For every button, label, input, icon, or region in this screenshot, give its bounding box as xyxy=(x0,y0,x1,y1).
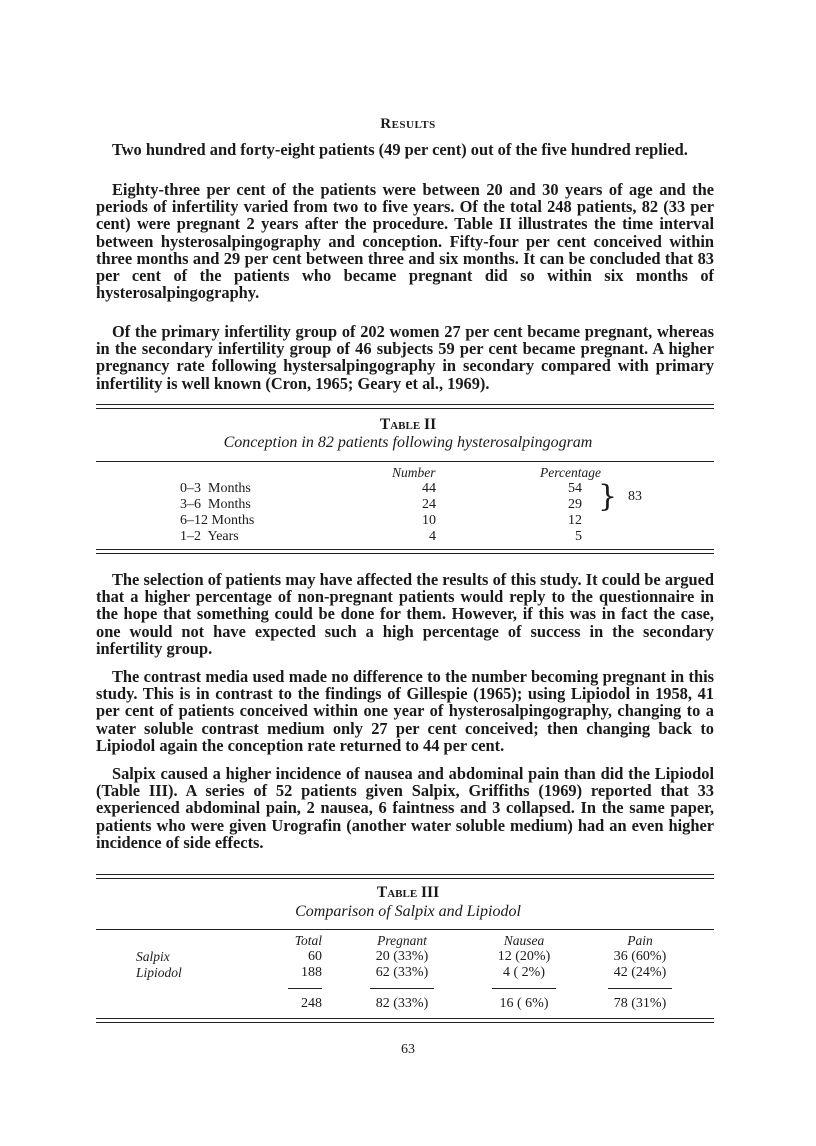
table3-row-total: 60 xyxy=(308,949,322,964)
table2-row-number: 10 xyxy=(422,513,436,528)
table3-bottom-rule-1 xyxy=(96,1018,714,1019)
table3-title: Comparison of Salpix and Lipiodol xyxy=(295,903,521,920)
table2-row-period: 6–12 Months xyxy=(180,513,255,528)
table3-total-pain: 78 (31%) xyxy=(613,996,667,1011)
table2-title: Conception in 82 patients following hysterosalpingogram xyxy=(223,434,593,451)
table2-row-period: 3–6 Months xyxy=(180,497,251,512)
paragraph-3: Of the primary infertility group of 202 women 27 per cent became pregnant, whereas in the secondary infertility group of 46 subjects 59 per cent became pregnant. A higher pregnancy rate following hystersalpingography in secondary compared with primary infertility is well known (Cron, 1965; Geary et al., 1969). xyxy=(96,322,714,393)
table2-row-percentage: 12 xyxy=(568,513,582,528)
table3-sum-rule-nausea xyxy=(492,988,556,989)
table3-row-total: 188 xyxy=(301,965,322,980)
table2-col-number: Number xyxy=(392,465,436,480)
table2-brace-total: 83 xyxy=(628,489,642,504)
table2-row-period: 1–2 Years xyxy=(180,529,239,544)
table3-col-total: Total xyxy=(294,933,322,948)
table3-col-nausea: Nausea xyxy=(503,933,545,948)
table3-total-total: 248 xyxy=(301,996,322,1011)
paragraph-2: Eighty-three per cent of the patients were between 20 and 30 years of age and the periods of infertility varied from two to five years. Of the total 248 patients, 82 (33 per cent) were pregnant 2 years after the procedure. Table II illustrates the time interval between hysterosalpingography and conception. Fifty-four per cent conceived within three months and 29 per cent between three and six months. It can be concluded that 83 per cent of the patients who became pregnant did so within six months of hysterosalpingography. xyxy=(96,180,714,303)
page-number: 63 xyxy=(401,1042,415,1057)
table3-row-nausea: 4 ( 2%) xyxy=(503,965,545,980)
table2-top-rule-2 xyxy=(96,408,714,409)
table3-label: Table III xyxy=(376,884,440,901)
table3-header-rule xyxy=(96,929,714,930)
table3-sum-rule-pregnant xyxy=(370,988,434,989)
table3-col-pain: Pain xyxy=(627,933,653,948)
table2-row-period: 0–3 Months xyxy=(180,481,251,496)
table3-row-pain: 42 (24%) xyxy=(613,965,667,980)
table3-row-name: Salpix xyxy=(136,949,170,964)
paragraph-1: Two hundred and forty-eight patients (49 per cent) out of the five hundred replied. xyxy=(112,140,688,159)
paragraph-4: The selection of patients may have affected the results of this study. It could be argued that a higher percentage of non-pregnant patients would reply to the questionnaire in the hope that something could be done for them. However, if this was in fact the case, one would not have expected such a high percentage of success in the secondary infertility group. xyxy=(96,570,714,658)
table2-row-percentage: 54 xyxy=(568,481,582,496)
table3-row-name: Lipiodol xyxy=(136,965,182,980)
brace-icon: } xyxy=(598,479,618,514)
table3-sum-rule-pain xyxy=(608,988,672,989)
table2-col-percentage: Percentage xyxy=(540,465,601,480)
table2-bottom-rule-1 xyxy=(96,549,714,550)
table3-top-rule-1 xyxy=(96,874,714,875)
table2-row-percentage: 29 xyxy=(568,497,582,512)
table2-label: Table II xyxy=(379,416,437,433)
table3-bottom-rule-2 xyxy=(96,1022,714,1023)
table2-row-percentage: 5 xyxy=(575,529,582,544)
paragraph-5: The contrast media used made no difference to the number becoming pregnant in this study. This is in contrast to the findings of Gillespie (1965); using Lipiodol in 1958, 41 per cent of patients conceived within one year of hysterosalpingography, changing to a water soluble contrast medium only 27 per cent conceived; then changing back to Lipiodol again the conception rate returned to 44 per cent. xyxy=(96,667,714,755)
table3-total-nausea: 16 ( 6%) xyxy=(499,996,549,1011)
table3-row-pregnant: 20 (33%) xyxy=(375,949,429,964)
table3-sum-rule-total xyxy=(288,988,322,989)
table3-total-pregnant: 82 (33%) xyxy=(375,996,429,1011)
table3-row-pain: 36 (60%) xyxy=(613,949,667,964)
section-heading: Results xyxy=(380,116,436,132)
table2-top-rule-1 xyxy=(96,404,714,405)
table2-row-number: 4 xyxy=(429,529,436,544)
table2-header-rule xyxy=(96,461,714,462)
table2-row-number: 44 xyxy=(422,481,436,496)
table2-row-number: 24 xyxy=(422,497,436,512)
paragraph-6: Salpix caused a higher incidence of nausea and abdominal pain than did the Lipiodol (Table III). A series of 52 patients given Salpix, Griffiths (1969) reported that 33 experienced abdominal pain, 2 nausea, 6 faintness and 3 collapsed. In the same paper, patients who were given Urografin (another water soluble medium) had an even higher incidence of side effects. xyxy=(96,764,714,852)
table3-row-pregnant: 62 (33%) xyxy=(375,965,429,980)
table3-top-rule-2 xyxy=(96,878,714,879)
table3-col-pregnant: Pregnant xyxy=(377,933,427,948)
table2-bottom-rule-2 xyxy=(96,553,714,554)
table3-row-nausea: 12 (20%) xyxy=(497,949,551,964)
